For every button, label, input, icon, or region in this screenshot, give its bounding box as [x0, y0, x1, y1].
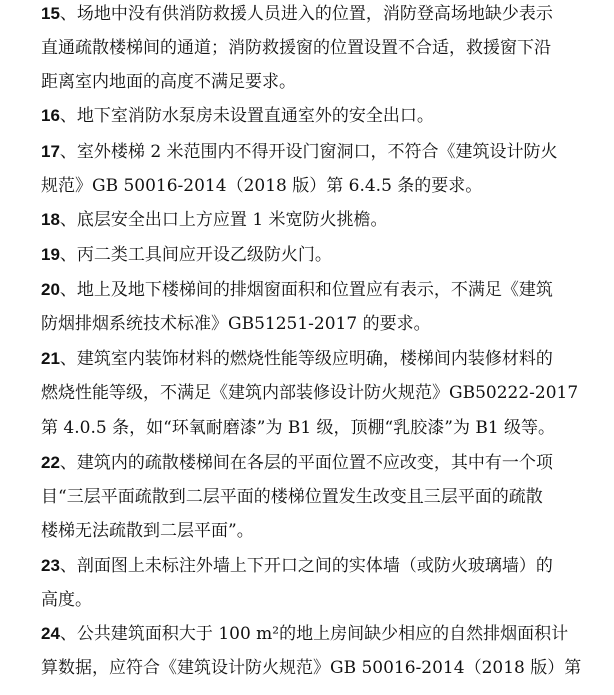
item-21-text-3: 第 4.0.5 条，如“环氧耐磨漆”为 B1 级，顶棚“乳胶漆”为 B1 级等。 [41, 418, 556, 438]
item-21-text-2: 燃烧性能等级，不满足《建筑内部装修设计防火规范》GB50222-2017 [41, 383, 579, 403]
item-21-text-1: 、建筑室内装饰材料的燃烧性能等级应明确，楼梯间内装修材料的 [59, 349, 553, 369]
item-18-number: 18 [41, 210, 60, 229]
item-21-line-2 [41, 373, 614, 413]
item-17-number: 17 [41, 142, 60, 161]
item-16-number: 16 [41, 106, 60, 125]
item-24-text-2: 算数据，应符合《建筑设计防火规范》GB 50016-2014（2018 版）第 [41, 658, 582, 678]
item-20-line-2 [41, 304, 614, 344]
item-22-number: 22 [41, 453, 60, 472]
item-15-text-3: 距离室内地面的高度不满足要求。 [41, 72, 296, 92]
item-21-line-3 [41, 408, 614, 448]
item-20-number: 20 [41, 280, 60, 299]
item-19-line-1 [41, 235, 614, 275]
item-15-number: 15 [41, 4, 60, 23]
item-22-text-1: 、建筑内的疏散楼梯间在各层的平面位置不应改变，其中有一个项 [59, 453, 553, 473]
item-16-line-1 [41, 96, 614, 136]
item-15-text-2: 直通疏散楼梯间的通道；消防救援窗的位置设置不合适，救援窗下沿 [41, 38, 551, 58]
item-24-line-2 [41, 648, 614, 688]
item-18-line-1 [41, 200, 614, 240]
item-23-number: 23 [41, 556, 60, 575]
item-21-number: 21 [41, 349, 60, 368]
item-19-text-1: 、丙二类工具间应开设乙级防火门。 [59, 245, 332, 265]
item-23-text-2: 高度。 [41, 590, 92, 610]
item-22-text-2: 目“三层平面疏散到二层平面的楼梯位置发生改变且三层平面的疏散 [41, 487, 543, 507]
item-22-text-3: 楼梯无法疏散到二层平面”。 [41, 521, 254, 541]
item-24-text-1: 、公共建筑面积大于 100 m²的地上房间缺少相应的自然排烟面积计 [59, 624, 569, 644]
item-22-line-3 [41, 511, 614, 551]
item-24-number: 24 [41, 624, 60, 643]
item-19-number: 19 [41, 245, 60, 264]
item-18-text-1: 、底层安全出口上方应置 1 米宽防火挑檐。 [59, 210, 388, 230]
item-17-text-1: 、室外楼梯 2 米范围内不得开设门窗洞口，不符合《建筑设计防火 [59, 142, 558, 162]
item-20-text-2: 防烟排烟系统技术标准》GB51251-2017 的要求。 [41, 314, 431, 334]
item-15-text-1: 、场地中没有供消防救援人员进入的位置，消防登高场地缺少表示 [59, 4, 553, 24]
item-17-text-2: 规范》GB 50016-2014（2018 版）第 6.4.5 条的要求。 [41, 176, 483, 196]
item-16-text-1: 、地下室消防水泵房未设置直通室外的安全出口。 [59, 106, 434, 126]
item-20-text-1: 、地上及地下楼梯间的排烟窗面积和位置应有表示，不满足《建筑 [59, 280, 553, 300]
item-23-text-1: 、剖面图上未标注外墙上下开口之间的实体墙（或防火玻璃墙）的 [59, 556, 553, 576]
